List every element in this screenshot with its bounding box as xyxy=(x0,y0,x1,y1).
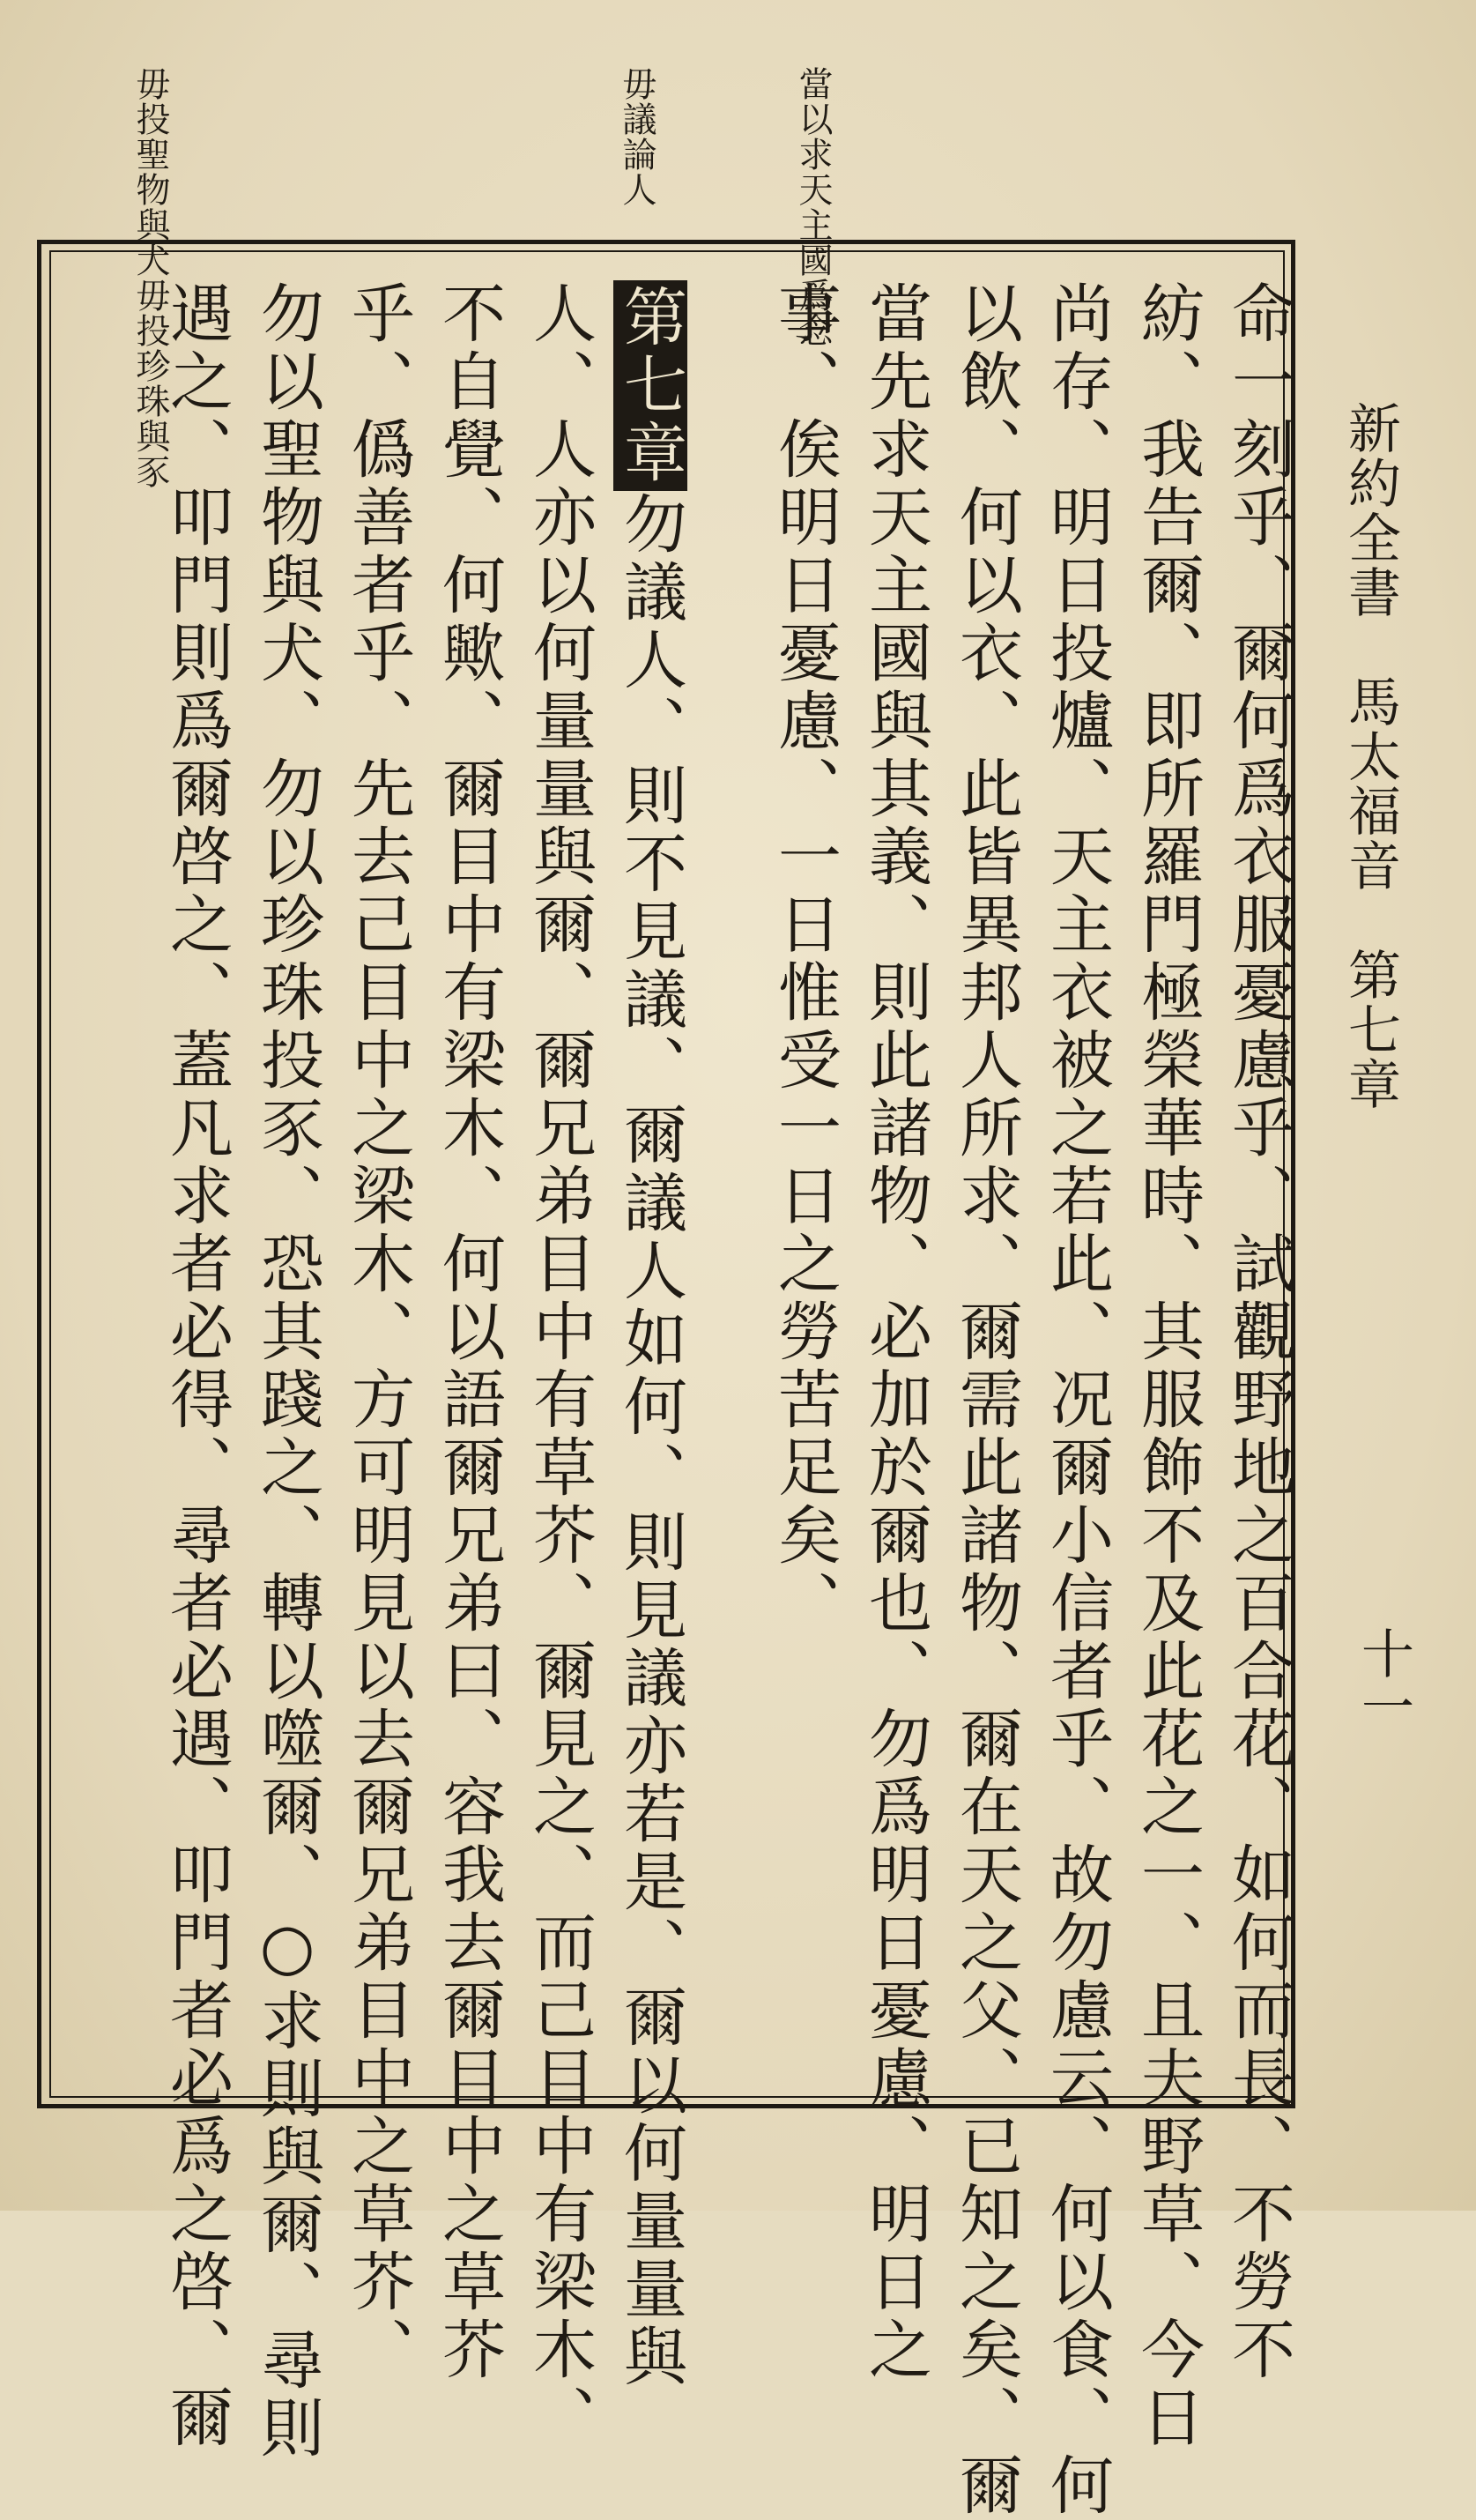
text-column-4: 以飲、何以衣、此皆異邦人所求、爾需此諸物、爾在天之父、已知之矣、爾 xyxy=(949,280,1023,2520)
text-column-2: 紡、我告爾、即所羅門極榮華時、其服飾不及此花之一、且夫野草、今日 xyxy=(1131,280,1205,2452)
text-column-12: 遇之、叩門則爲爾啓之、蓋凡求者必得、尋者必遇、叩門者必爲之啓、爾 xyxy=(159,280,234,2452)
running-header: 新約全書 馬太福音 第七章 xyxy=(1339,401,1401,1111)
headnote-judge-not: 毋議論人 xyxy=(617,66,656,207)
chapter-opening-text: 勿議人、則不見議、爾議人如何、則見議亦若是、爾以何量量與 xyxy=(613,491,687,2391)
text-column-7 xyxy=(608,280,693,2391)
text-column-11: 勿以聖物與犬、勿以珍珠投豕、恐其踐之、轉以噬爾、○求則與爾、尋則 xyxy=(250,280,324,2463)
page-number: 十一 xyxy=(1353,1626,1414,1732)
text-column-9: 不自覺、何歟、爾目中有梁木、何以語爾兄弟曰、容我去爾目中之草芥 xyxy=(432,280,506,2384)
chapter-heading: 第七章 xyxy=(613,280,687,491)
text-column-8: 人、人亦以何量量與爾、爾兄弟目中有草芥、爾見之、而己目中有梁木、 xyxy=(523,280,597,2452)
headnote-seek-kingdom: 當以求天主國爲念 xyxy=(793,66,833,348)
text-column-10: 乎、僞善者乎、先去己目中之梁木、方可明見以去爾兄弟目中之草芥、 xyxy=(341,280,415,2384)
headnote-holy-things: 毋投聖物與犬毋投珍珠與豕 xyxy=(130,66,170,489)
text-column-5: 當先求天主國與其義、則此諸物、必加於爾也、勿爲明日憂慮、明日之 xyxy=(858,280,932,2384)
text-column-3: 尚存、明日投爐、天主衣被之若此、况爾小信者乎、故勿慮云、何以食、何 xyxy=(1040,280,1114,2520)
text-column-1: 命一刻乎、爾何爲衣服憂慮乎、試觀野地之百合花、如何而長、不勞不 xyxy=(1221,280,1295,2384)
text-column-6: 事、俟明日憂慮、一日惟受一日之勞苦足矣、 xyxy=(768,280,842,1638)
